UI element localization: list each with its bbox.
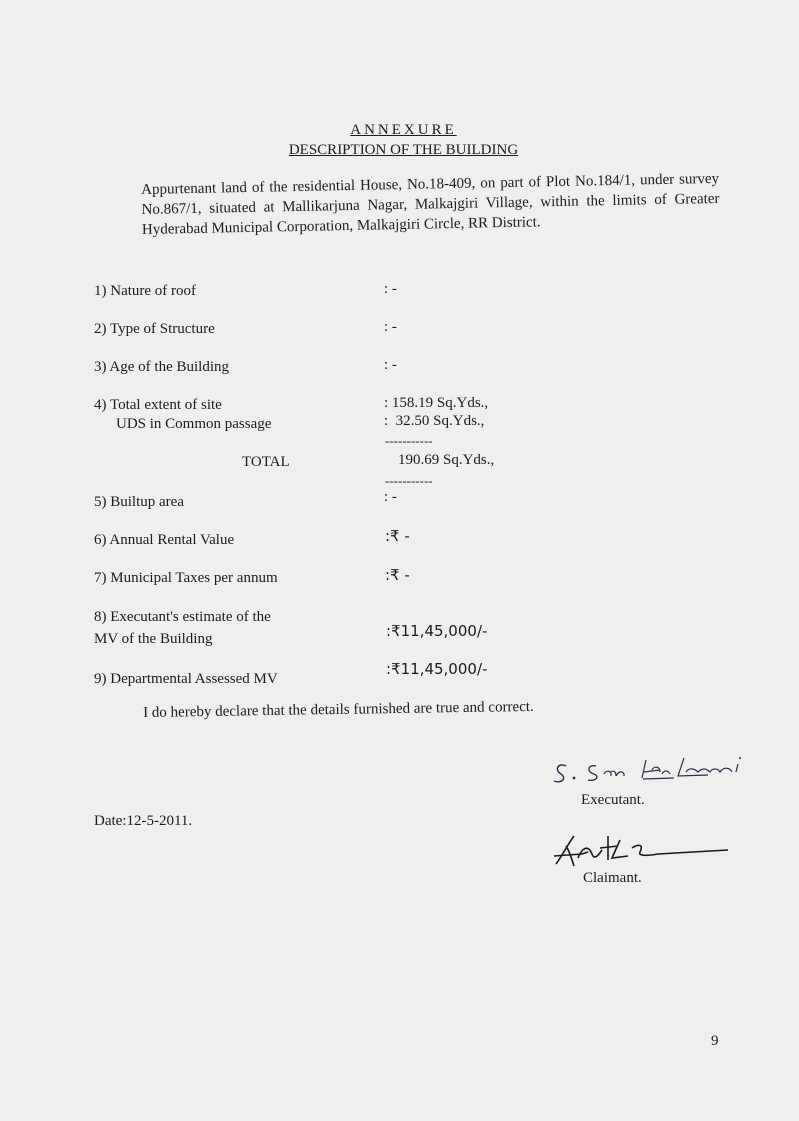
item-total-extent-label: 4) Total extent of site (94, 397, 222, 413)
item-builtup-value: : - (384, 489, 397, 505)
item-builtup-label: 5) Builtup area (94, 494, 184, 510)
description-heading: DESCRIPTION OF THE BUILDING (288, 142, 519, 158)
item-age-value: : - (384, 357, 397, 373)
item-uds-value: : 32.50 Sq.Yds., (384, 413, 485, 429)
declaration-text: I do hereby declare that the details furnished are true and correct. (143, 698, 534, 721)
total-label: TOTAL (242, 454, 290, 470)
item-nature-of-roof-label: 1) Nature of roof (94, 283, 197, 299)
annexure-heading: ANNEXURE (350, 122, 457, 138)
item-rental-label: 6) Annual Rental Value (94, 532, 235, 548)
item-assessed-label: 9) Departmental Assessed MV (94, 671, 278, 687)
executant-label: Executant. (581, 792, 645, 808)
total-value: 190.69 Sq.Yds., (398, 452, 495, 468)
item-type-of-structure-label: 2) Type of Structure (94, 321, 215, 337)
separator-bottom: ----------- (385, 473, 433, 488)
item-estimate-value: :₹11,45,000/- (386, 622, 488, 640)
item-age-label: 3) Age of the Building (94, 359, 229, 375)
date-text: Date:12-5-2011. (94, 813, 193, 829)
item-estimate-label-line2: MV of the Building (94, 631, 213, 647)
item-uds-label: UDS in Common passage (116, 416, 272, 432)
item-rental-value: :₹ - (385, 527, 410, 545)
claimant-label: Claimant. (583, 870, 642, 886)
item-type-of-structure-value: : - (384, 319, 397, 335)
item-total-extent-value: : 158.19 Sq.Yds., (384, 395, 489, 411)
separator-top: ----------- (385, 433, 433, 448)
item-nature-of-roof-value: : - (384, 281, 397, 297)
item-estimate-label: 8) Executant's estimate of the (94, 609, 271, 625)
item-taxes-label: 7) Municipal Taxes per annum (94, 570, 278, 586)
claimant-signature (548, 830, 738, 874)
executant-signature (548, 748, 758, 788)
page-number: 9 (711, 1033, 719, 1049)
intro-paragraph: Appurtenant land of the residential House, No.18-409, on part of Plot No.184/1, under survey No.867/1, situated at Mallikarjuna Nagar, Malkajgiri Village, within the limits of Greater Hyderabad Municipal Corporation, Malkajgiri Circle, RR District. (141, 170, 720, 238)
item-assessed-value: :₹11,45,000/- (386, 660, 488, 678)
item-taxes-value: :₹ - (385, 566, 410, 584)
